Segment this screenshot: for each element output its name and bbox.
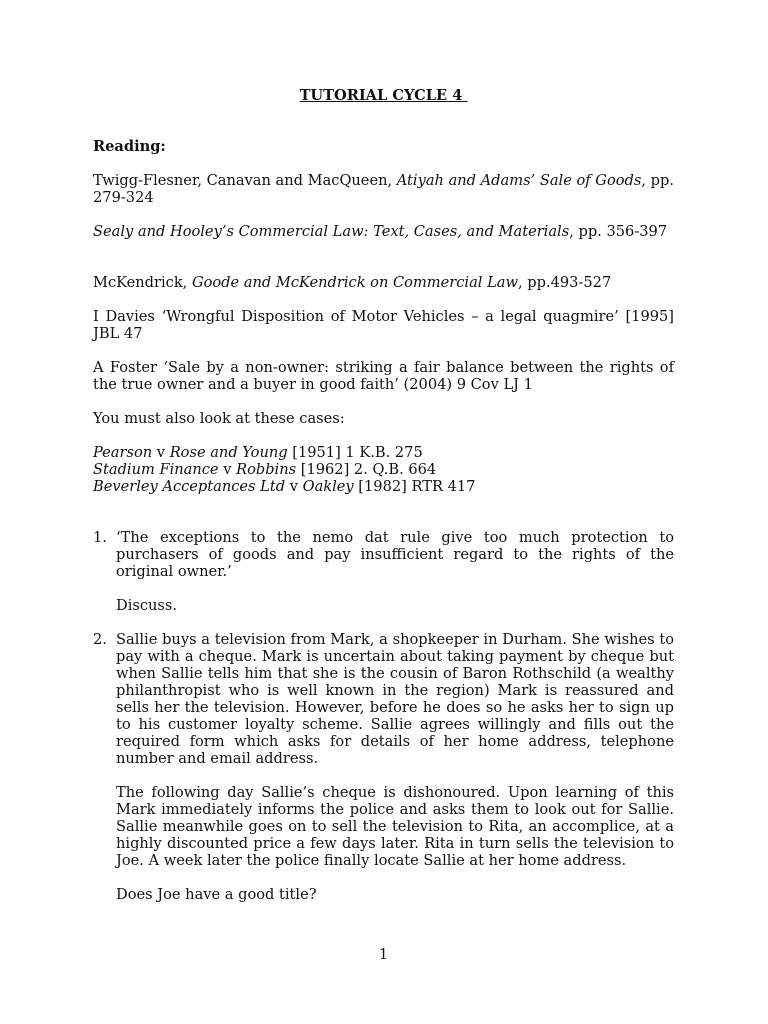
case-party: Beverley Acceptances Ltd <box>93 478 286 495</box>
case-versus: v <box>285 478 303 495</box>
reading-citation: I Davies ‘Wrongful Disposition of Motor Vehicles – a legal quagmire’ [1995] JBL 47 <box>93 308 674 342</box>
reading-item <box>93 308 674 342</box>
reading-heading: Reading: <box>93 138 166 155</box>
reading-pages: , pp.493-527 <box>517 274 612 291</box>
question-text: The following day Sallie’s cheque is dishonoured. Upon learning of this Mark immediately informs the police and asks them to look out for Sallie. Sallie meanwhile goes on to sell the television to Rita, an accomplice, at a highly discounted price a few days later. Rita in turn sells the television to Joe. A week later the police finally locate Sallie at her home address. <box>116 784 674 869</box>
reading-title: Atiyah and Adams’ Sale of Goods <box>396 172 642 189</box>
case-entry <box>93 444 674 461</box>
case-citation: [1982] RTR 417 <box>353 478 476 495</box>
case-versus: v <box>152 444 170 461</box>
reading-citation: A Foster ‘Sale by a non-owner: striking a fair balance between the rights of the true owner and a buyer in good faith’ (2004) 9 Cov LJ 1 <box>93 359 674 393</box>
case-versus: v <box>218 461 237 478</box>
case-list <box>93 444 674 495</box>
case-party: Stadium Finance <box>93 461 219 478</box>
reading-title: Sealy and Hooley’s Commercial Law: Text, Cases, and Materials <box>93 223 570 240</box>
case-entry <box>93 461 674 478</box>
question-prompt: Does Joe have a good title? <box>116 886 317 903</box>
reading-author: Twigg-Flesner, Canavan and MacQueen, <box>93 172 397 189</box>
reading-item <box>93 172 674 206</box>
question-number: 1. <box>93 529 107 546</box>
reading-item <box>93 274 674 291</box>
case-citation: [1951] 1 K.B. 275 <box>287 444 423 461</box>
case-entry <box>93 478 674 495</box>
cases-intro: You must also look at these cases: <box>93 410 345 427</box>
question-1 <box>93 529 674 614</box>
case-citation: [1962] 2. Q.B. 664 <box>296 461 437 478</box>
document-title: TUTORIAL CYCLE 4 <box>299 87 468 104</box>
case-party: Oakley <box>302 478 354 495</box>
reading-pages: , pp. 279-324 <box>93 172 674 206</box>
case-party: Rose and Young <box>169 444 288 461</box>
question-text: Sallie buys a television from Mark, a shopkeeper in Durham. She wishes to pay with a cheque. Mark is uncertain about taking payment by cheque but when Sallie tells him that she is the cousin of Baron Rothschild (a wealthy philanthropist who is well known in the region) Mark is reassured and sells her the television. However, before he does so he asks her to sign up to his customer loyalty scheme. Sallie agrees willingly and fills out the required form which asks for details of her home address, telephone number and email address. <box>116 631 674 767</box>
reading-title: Goode and McKendrick on Commercial Law <box>191 274 518 291</box>
question-2 <box>93 631 674 903</box>
page-number: 1 <box>378 946 389 963</box>
case-party: Robbins <box>236 461 297 478</box>
case-party: Pearson <box>93 444 153 461</box>
reading-pages: , pp. 356-397 <box>569 223 668 240</box>
question-instruction: Discuss. <box>116 597 178 614</box>
reading-item <box>93 359 674 393</box>
question-number: 2. <box>93 631 107 648</box>
document-page <box>93 0 674 1024</box>
reading-author: McKendrick, <box>93 274 192 291</box>
question-text: ‘The exceptions to the nemo dat rule give too much protection to purchasers of goods and pay insufficient regard to the rights of the original owner.’ <box>116 529 674 580</box>
reading-item <box>93 223 674 240</box>
